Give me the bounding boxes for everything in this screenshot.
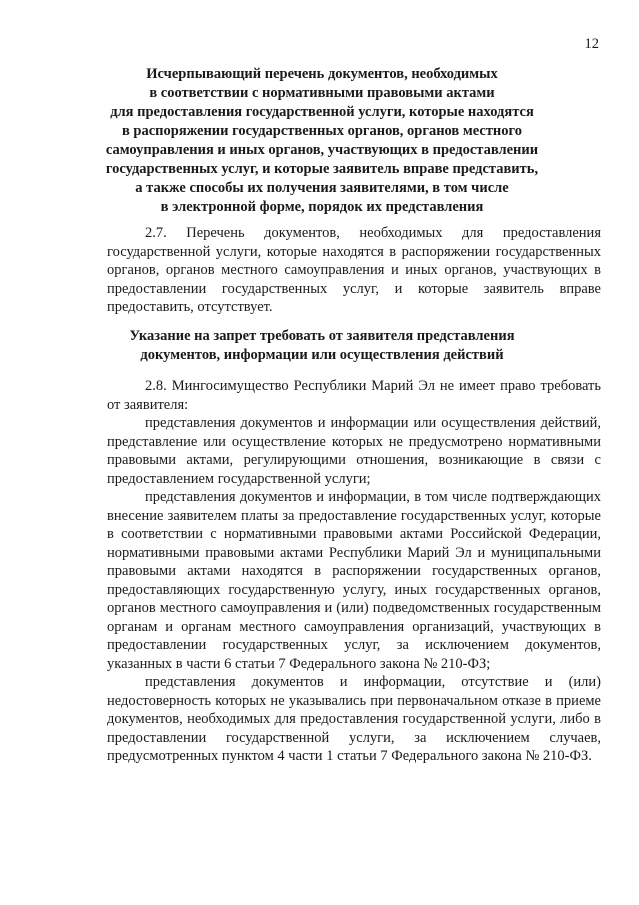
heading-line: государственных услуг, и которые заявитель вправе представить, <box>105 161 539 177</box>
heading-line: в распоряжении государственных органов, органов местного <box>121 123 523 139</box>
heading-line: в соответствии с нормативными правовыми актами <box>149 85 495 101</box>
heading-line: самоуправления и иных органов, участвующих в предоставлении <box>105 142 539 158</box>
heading-line: для предоставления государственной услуги, которые находятся <box>110 104 534 120</box>
heading-line: Указание на запрет требовать от заявителя представления <box>129 328 515 344</box>
paragraph-2-8: 2.8. Мингосимущество Республики Марий Эл не имеет право требовать от заявителя: <box>107 378 601 413</box>
paragraph-2-8-item-3: представления документов и информации, отсутствие и (или) недостоверность которых не указывались при первоначальном отказе в приеме документов, необходимых для предоставления государственной услуги, либо в предоставлении государственной услуги, за исключением случаев, предусмотренных пунктом 4 части 1 статьи 7 Федерального закона № 210-ФЗ. <box>107 674 601 764</box>
heading-line: в электронной форме, порядок их представления <box>160 199 484 215</box>
heading-line: Исчерпывающий перечень документов, необходимых <box>146 66 498 82</box>
paragraph-2-8-item-1: представления документов и информации или осуществления действий, представление или осуществление которых не предусмотрено нормативными правовыми актами, регулирующими отношения, возникающие в связи с предоставлением государственной услуги; <box>107 415 601 487</box>
heading-line: документов, информации или осуществления действий <box>140 347 504 363</box>
heading-line: а также способы их получения заявителями, в том числе <box>135 180 509 196</box>
paragraph-2-8-item-2: представления документов и информации, в том числе подтверждающих внесение заявителем платы за предоставление государственных услуг, которые в соответствии с нормативными правовыми актами Российской Федерации, нормативными правовыми актами Республики Марий Эл и муниципальными правовыми актами находятся в распоряжении государственных органов, предоставляющих государственную услугу, иных государственных органов, органов местного самоуправления и (или) подведомственных государственным органам и органам местного самоуправления организаций, участвующих в предоставлении государственных услуг, за исключением документов, указанных в части 6 статьи 7 Федерального закона № 210-ФЗ; <box>107 489 601 672</box>
section-heading-prohibition <box>100 327 544 365</box>
page-number: 12 <box>584 36 599 52</box>
section-heading-documents-list <box>100 65 544 217</box>
paragraph-2-7: 2.7. Перечень документов, необходимых для предоставления государственной услуги, которые находятся в распоряжении государственных органов, органов местного самоуправления и иных органов, участвующих в предоставлении государственных услуг, и которые заявитель вправе предоставить, отсутствует. <box>107 225 601 315</box>
